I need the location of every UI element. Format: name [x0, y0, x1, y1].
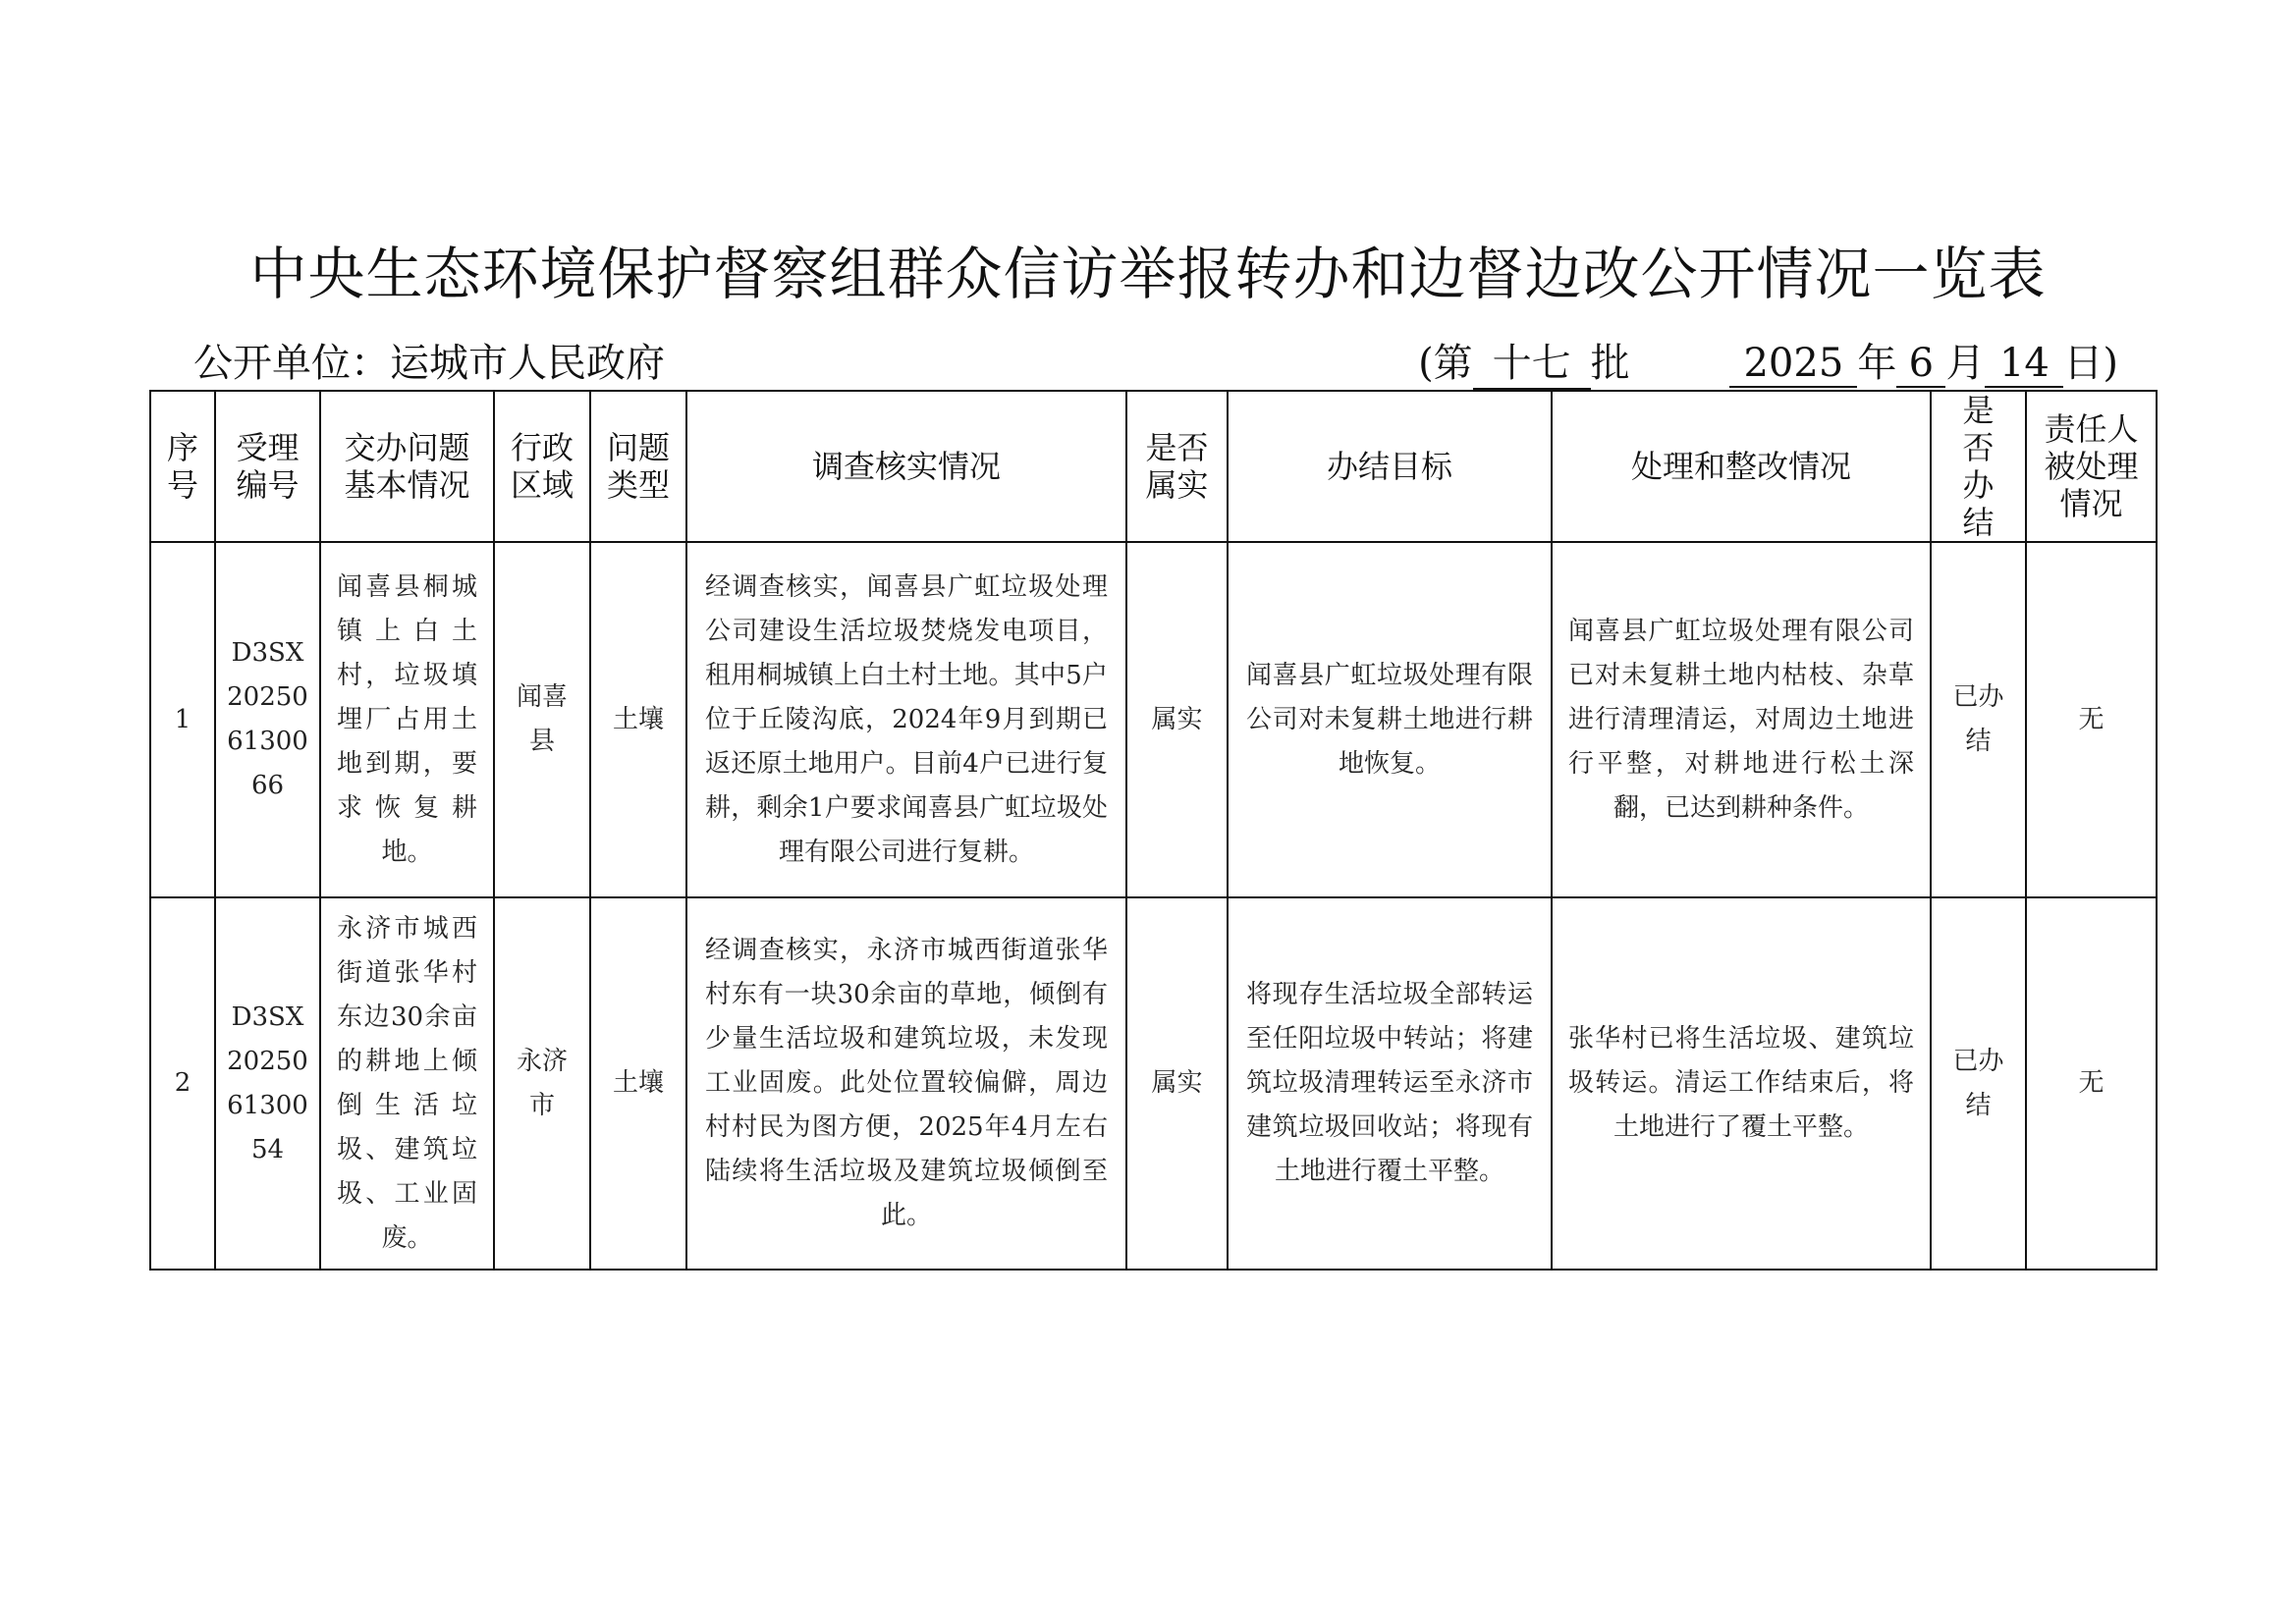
cell-seq: 1	[150, 542, 215, 897]
cell-investigation: 经调查核实，闻喜县广虹垃圾处理公司建设生活垃圾焚烧发电项目，租用桐城镇上白土村土地。其中5户位于丘陵沟底，2024年9月到期已返还原土地用户。目前4户已进行复耕，剩余1户要求闻喜县广虹垃圾处理有限公司进行复耕。	[686, 542, 1126, 897]
month-value: 6	[1896, 341, 1945, 388]
cell-issue: 永济市城西街道张华村东边30余亩的耕地上倾倒生活垃圾、建筑垃圾、工业固废。	[320, 897, 494, 1270]
cell-id: D3SX 20250 61300 66	[215, 542, 320, 897]
cell-type: 土壤	[590, 542, 686, 897]
publishing-unit: 公开单位：运城市人民政府	[193, 341, 665, 386]
cell-accountability: 无	[2026, 897, 2157, 1270]
header-investigation: 调查核实情况	[686, 391, 1126, 542]
cell-region: 闻喜县	[494, 542, 590, 897]
meta-line	[193, 332, 2118, 387]
cell-rectification: 张华村已将生活垃圾、建筑垃圾转运。清运工作结束后，将土地进行了覆土平整。	[1552, 897, 1931, 1270]
cell-rectification: 闻喜县广虹垃圾处理有限公司已对未复耕土地内枯枝、杂草进行清理清运，对周边土地进行平整，对耕地进行松土深翻，已达到耕种条件。	[1552, 542, 1931, 897]
table-row	[150, 897, 2157, 1270]
cell-completed: 已办结	[1931, 542, 2026, 897]
cell-issue: 闻喜县桐城镇上白土村，垃圾填埋厂占用土地到期，要求恢复耕地。	[320, 542, 494, 897]
batch-prefix: (第	[1418, 341, 1473, 386]
month-label: 月	[1945, 341, 1986, 386]
day-label: 日)	[2063, 341, 2118, 386]
cell-verified: 属实	[1126, 542, 1228, 897]
page-title: 中央生态环境保护督察组群众信访举报转办和边督边改公开情况一览表	[249, 241, 2047, 307]
cell-goal: 闻喜县广虹垃圾处理有限公司对未复耕土地进行耕地恢复。	[1228, 542, 1552, 897]
header-seq: 序号	[150, 391, 215, 542]
header-completed: 是否办结	[1931, 391, 2026, 542]
day-value: 14	[1985, 341, 2063, 388]
batch-info	[1418, 332, 2118, 390]
year-value: 2025	[1729, 341, 1857, 388]
cell-seq: 2	[150, 897, 215, 1270]
header-verified: 是否属实	[1126, 391, 1228, 542]
header-issue: 交办问题基本情况	[320, 391, 494, 542]
cell-accountability: 无	[2026, 542, 2157, 897]
cell-id: D3SX 20250 61300 54	[215, 897, 320, 1270]
batch-suffix: 批	[1590, 341, 1630, 386]
header-region: 行政区域	[494, 391, 590, 542]
table-row	[150, 542, 2157, 897]
report-table	[149, 390, 2158, 1271]
batch-number: 十七	[1473, 332, 1591, 390]
header-goal: 办结目标	[1228, 391, 1552, 542]
header-rectification: 处理和整改情况	[1552, 391, 1931, 542]
cell-verified: 属实	[1126, 897, 1228, 1270]
header-accountability: 责任人被处理情况	[2026, 391, 2157, 542]
cell-investigation: 经调查核实，永济市城西街道张华村东有一块30余亩的草地，倾倒有少量生活垃圾和建筑垃圾，未发现工业固废。此处位置较偏僻，周边村村民为图方便，2025年4月左右陆续将生活垃圾及建筑垃圾倾倒至此。	[686, 897, 1126, 1270]
cell-type: 土壤	[590, 897, 686, 1270]
header-row	[150, 391, 2157, 542]
cell-region: 永济市	[494, 897, 590, 1270]
header-id: 受理编号	[215, 391, 320, 542]
cell-completed: 已办结	[1931, 897, 2026, 1270]
cell-goal: 将现存生活垃圾全部转运至任阳垃圾中转站；将建筑垃圾清理转运至永济市建筑垃圾回收站；将现有土地进行覆土平整。	[1228, 897, 1552, 1270]
header-type: 问题类型	[590, 391, 686, 542]
year-label: 年	[1857, 341, 1897, 386]
